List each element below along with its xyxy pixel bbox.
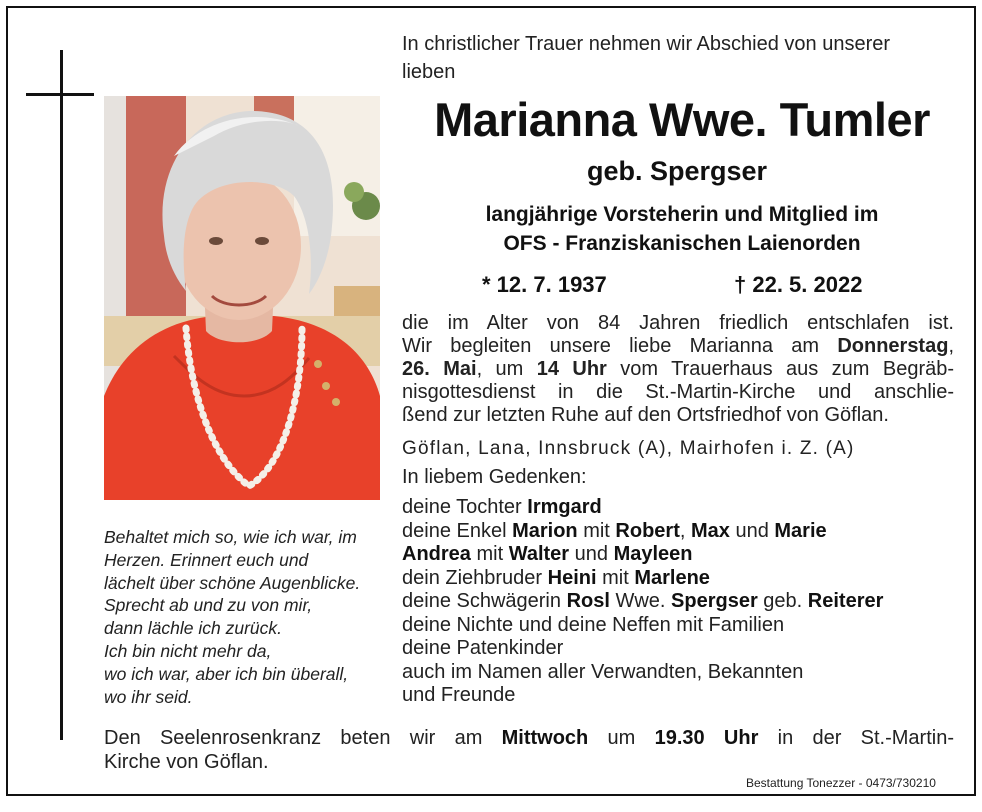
mourner-row (402, 543, 962, 567)
text-span: in der St.-Martin- (758, 727, 954, 749)
role-line: OFS - Franziskanischen Laienorden (503, 232, 861, 255)
announcement-line (402, 404, 954, 427)
mourner-name: Robert (615, 519, 680, 542)
text-span: dein Ziehbruder (402, 566, 548, 589)
poem-line: Behaltet mich so, wie ich war, im (104, 527, 357, 547)
cross-horizontal-bar (26, 93, 94, 96)
text-span: Wwe. (609, 590, 672, 612)
mourner-name: Andrea (402, 543, 471, 565)
poem-line: Sprecht ab und zu von mir, (104, 595, 313, 616)
mourner-row: und Freunde (402, 684, 516, 706)
funeral-home-credit: Bestattung Tonezzer - 0473/730210 (746, 776, 936, 790)
text-span: geb. (757, 590, 808, 612)
announcement-line (402, 358, 954, 381)
text-span: mit (577, 519, 616, 542)
text-span: mit (470, 543, 509, 565)
text-span: nisgottesdienst in die St.-Martin-Kirche und anschlie- (402, 381, 954, 403)
mourner-row: deine Patenkinder (402, 637, 564, 659)
poem-line: lächelt über schöne Augenblicke. (104, 572, 361, 593)
text-span: , (679, 519, 691, 542)
mourner-name: Reiterer (807, 590, 884, 612)
intro-line: lieben (402, 61, 456, 83)
announcement-line (402, 312, 954, 335)
text-span: deine Tochter (402, 496, 528, 518)
intro-text (402, 30, 962, 86)
mourner-name: Spergser (671, 590, 758, 612)
text-span: um (588, 727, 655, 749)
funeral-date: 26. Mai (402, 358, 477, 380)
text-span: , (948, 335, 954, 357)
poem-line: Herzen. Erinnert euch und (104, 549, 309, 570)
deceased-name: Marianna Wwe. Tumler (434, 93, 930, 146)
rosary-line: Kirche von Göflan. (104, 751, 269, 773)
intro-line: In christlicher Trauer nehmen wir Abschied von unserer (402, 33, 891, 55)
portrait-photo (104, 96, 380, 500)
mourner-name: Walter (508, 543, 570, 565)
mourner-row (402, 567, 962, 591)
announcement-line (402, 381, 954, 404)
mourner-name: Max (691, 519, 730, 542)
poem-line: wo ihr seid. (104, 686, 193, 707)
mourner-name: Marion (512, 519, 578, 542)
rosary-line (104, 726, 954, 750)
poem (104, 526, 394, 708)
text-span: und (569, 543, 614, 565)
text-span: die im Alter von 84 Jahren friedlich entschlafen ist. (402, 312, 954, 334)
role-line: langjährige Vorsteherin und Mitglied im (485, 203, 879, 226)
mourner-row: auch im Namen aller Verwandten, Bekannten (402, 660, 804, 683)
rosary-time: 19.30 Uhr (654, 727, 759, 749)
text-span: Den Seelenrosenkranz beten wir am (104, 727, 502, 749)
text-span: , um (476, 358, 537, 380)
mourner-name: Irmgard (527, 496, 602, 518)
memory-heading: In liebem Gedenken: (402, 466, 587, 488)
text-span: mit (596, 566, 635, 589)
rosary-announcement (104, 726, 954, 774)
cross-vertical-bar (60, 50, 63, 740)
text-span: vom Trauerhaus aus zum Begräb- (606, 358, 955, 380)
funeral-day: Donnerstag (837, 335, 949, 357)
text-span: Wir begleiten unsere liebe Marianna am (402, 335, 838, 357)
text-span: ßend zur letzten Ruhe auf den Ortsfriedhof von Göflan. (402, 404, 889, 426)
mourner-name: Heini (547, 566, 597, 589)
mourner-row (402, 496, 962, 520)
mourner-name: Rosl (566, 590, 610, 612)
rosary-day: Mittwoch (501, 727, 589, 749)
birth-name: geb. Spergser (586, 156, 768, 186)
poem-line: wo ich war, aber ich bin überall, (104, 663, 349, 684)
text-span: deine Enkel (402, 519, 513, 542)
announcement-text (402, 312, 954, 427)
death-date: † 22. 5. 2022 (734, 272, 863, 297)
mourner-name: Mayleen (613, 543, 693, 565)
mourner-row (402, 590, 962, 614)
poem-line: Ich bin nicht mehr da, (104, 640, 272, 661)
obituary-notice (6, 6, 976, 796)
role-description (402, 200, 962, 258)
birth-date: * 12. 7. 1937 (482, 272, 607, 297)
text-span: und (729, 519, 775, 542)
announcement-line (402, 335, 954, 358)
mourner-name: Marie (774, 519, 827, 542)
mourner-row (402, 520, 962, 544)
mourner-name: Marlene (634, 566, 710, 589)
funeral-time: 14 Uhr (536, 358, 607, 380)
places-line: Göflan, Lana, Innsbruck (A), Mairhofen i. Z. (A) (402, 438, 855, 459)
mourner-row: deine Nichte und deine Neffen mit Familien (402, 613, 785, 636)
text-span: deine Schwägerin (402, 590, 567, 612)
mourners-list (402, 496, 962, 708)
poem-line: dann lächle ich zurück. (104, 618, 283, 639)
